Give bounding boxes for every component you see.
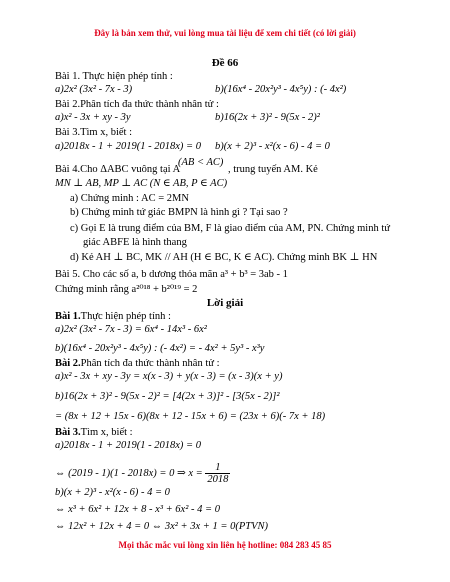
q4-part-b: b) Chứng minh tứ giác BMPN là hình gì ? Tại sao ? (70, 207, 288, 218)
solution-title: Lời giải (206, 297, 244, 309)
q3-part-a: a)2018x - 1 + 2019(1 - 2018x) = 0 (55, 141, 201, 152)
s2-part-a: a)x² - 3x + xy - 3y = x(x - 3) + y(x - 3) = (x - 3)(x + y) (55, 371, 283, 382)
q1-heading: Bài 1. Thực hiện phép tính : (55, 71, 173, 82)
s3-fraction-denominator: 2018 (207, 474, 229, 485)
q4-line1c: , trung tuyến AM. Kẻ (228, 164, 318, 175)
s3-part-a-line2-text: ⇔ (2019 - 1)(1 - 2018x) = 0 ⇒ x = (55, 467, 203, 479)
s3-heading-rest: Tìm x, biết : (80, 427, 133, 438)
s3-part-a-line2 (55, 462, 230, 485)
q4-part-c-line2: giác ABFE là hình thang (83, 237, 187, 248)
q1-part-a: a)2x² (3x² - 7x - 3) (55, 84, 133, 95)
s2-part-b-line1: b)16(2x + 3)² - 9(5x - 2)² = [4(2x + 3)]² - [3(5x - 2)]² (55, 391, 280, 402)
q3-heading: Bài 3.Tìm x, biết : (55, 127, 132, 138)
q2-part-a: a)x² - 3x + xy - 3y (55, 112, 131, 123)
s3-fraction-numerator: 1 (205, 462, 230, 474)
s2-heading-rest: Phân tích đa thức thành nhân tử : (80, 358, 220, 369)
q1-part-b: b)(16x⁴ - 20x²y³ - 4x⁵y) : (- 4x²) (215, 84, 347, 95)
q2-heading: Bài 2.Phân tích đa thức thành nhân tử : (55, 99, 219, 110)
q2-part-b: b)16(2x + 3)² - 9(5x - 2)² (215, 112, 320, 123)
q4-line1b: (AB < AC) (178, 157, 224, 168)
s1-part-b: b)(16x⁴ - 20x²y³ - 4x⁵y) : (- 4x²) = - 4x² + 5y³ - x³y (55, 343, 265, 354)
q3-part-b: b)(x + 2)³ - x²(x - 6) - 4 = 0 (215, 141, 330, 152)
q4-line1a: Bài 4.Cho ΔABC vuông tại A (55, 164, 181, 175)
s1-heading (55, 310, 171, 323)
q4-part-c-line1: c) Gọi E là trung điểm của BM, F là giao điểm của AM, PN. Chứng minh tứ (70, 223, 390, 234)
q4-part-d: d) Kẻ AH ⊥ BC, MK // AH (H ∈ BC, K ∈ AC). Chứng minh BK ⊥ HN (70, 252, 378, 263)
s2-heading (55, 357, 219, 370)
document-title: Đề 66 (211, 57, 239, 69)
s1-heading-bold: Bài 1. (55, 311, 81, 322)
s3-part-b-line1: b)(x + 2)³ - x²(x - 6) - 4 = 0 (55, 487, 170, 498)
s3-heading-bold: Bài 3. (55, 427, 81, 438)
q5-line2: Chứng minh rằng a²⁰¹⁸ + b²⁰¹⁹ = 2 (55, 284, 198, 295)
s1-heading-rest: Thực hiện phép tính : (80, 311, 171, 322)
header-notice: Đây là bản xem thử, vui lòng mua tài liệu để xem chi tiết (có lời giải) (94, 28, 356, 38)
s2-heading-bold: Bài 2. (55, 358, 81, 369)
q4-line2: MN ⊥ AB, MP ⊥ AC (N ∈ AB, P ∈ AC) (55, 178, 228, 189)
s3-part-a-line1: a)2018x - 1 + 2019(1 - 2018x) = 0 (55, 440, 201, 451)
s3-fraction (205, 462, 230, 485)
s3-part-b-line3: ⇔ 12x² + 12x + 4 = 0 ⇔ 3x² + 3x + 1 = 0(PTVN) (55, 521, 268, 532)
q4-part-a: a) Chứng minh : AC = 2MN (70, 193, 189, 204)
s3-heading (55, 426, 133, 439)
s3-part-b-line2: ⇔ x³ + 6x² + 12x + 8 - x³ + 6x² - 4 = 0 (55, 504, 220, 515)
q5-line1: Bài 5. Cho các số a, b dương thỏa mãn a³ + b³ = 3ab - 1 (55, 269, 288, 280)
s2-part-b-line2: = (8x + 12 + 15x - 6)(8x + 12 - 15x + 6) = (23x + 6)(- 7x + 18) (55, 411, 326, 422)
s1-part-a: a)2x² (3x² - 7x - 3) = 6x⁴ - 14x³ - 6x² (55, 324, 207, 335)
footer-notice: Mọi thắc mắc vui lòng xin liên hệ hotline: 084 283 45 85 (118, 540, 332, 550)
